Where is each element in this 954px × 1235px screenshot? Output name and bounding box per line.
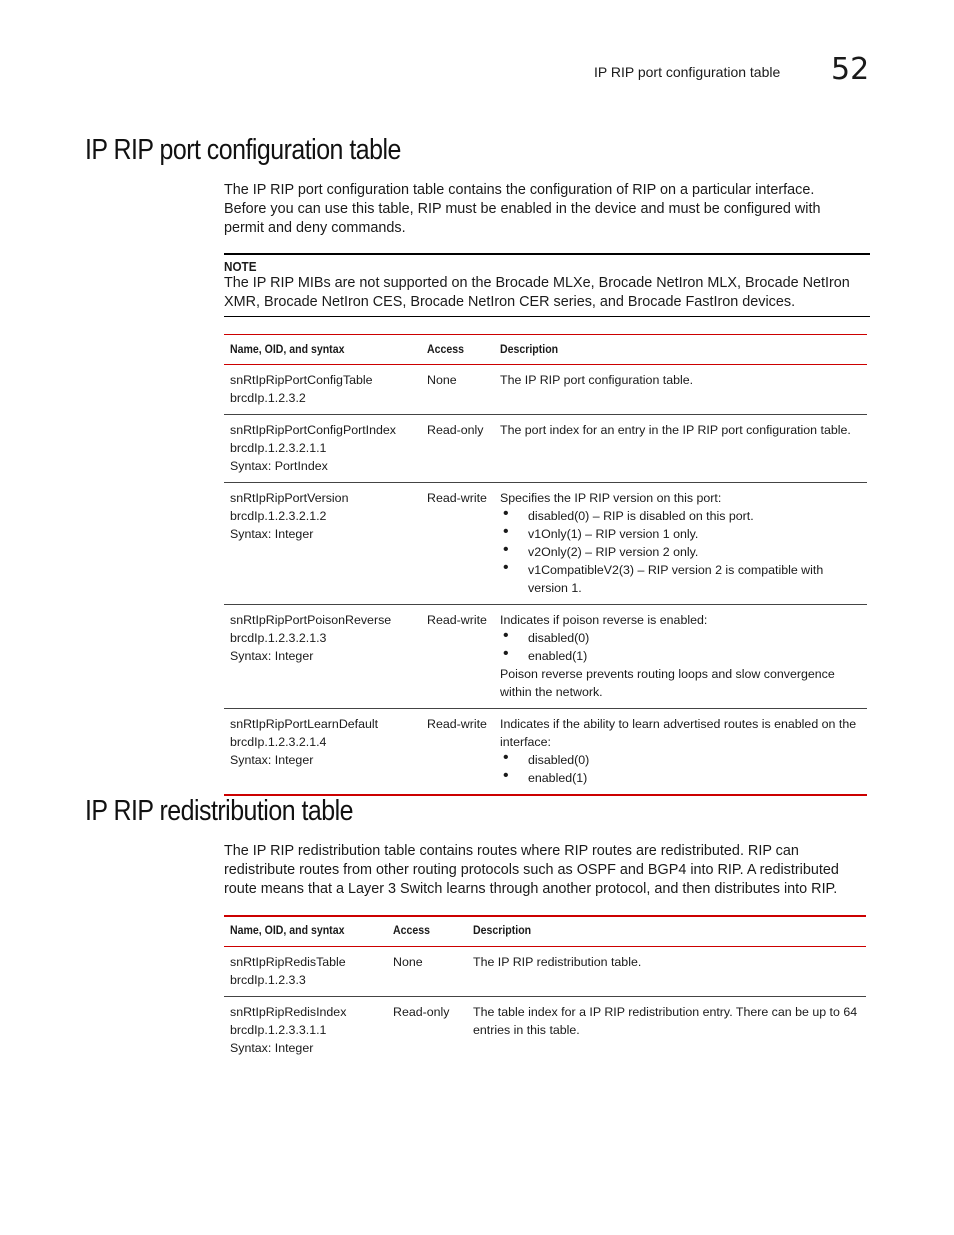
description-text: Poison reverse prevents routing loops and slow convergence within the network.	[500, 667, 835, 699]
access-cell: Read-write	[427, 717, 487, 731]
description-text: Indicates if poison reverse is enabled:	[500, 613, 708, 627]
table-row	[224, 605, 867, 709]
name-oid-cell	[224, 415, 421, 483]
bullet-item: • enabled(1)	[500, 769, 861, 787]
section-intro-port-config: The IP RIP port configuration table contains the configuration of RIP on a particular interface. Before you can use this table, RIP must be enabled in the device and must be configured with permit and deny commands.	[224, 182, 821, 236]
section-title-port-config: IP RIP port configuration table	[85, 134, 401, 166]
object-name: snRtIpRipPortConfigTable	[230, 373, 373, 387]
column-header-access: Access	[387, 916, 467, 946]
table-row	[224, 365, 867, 415]
access-cell: None	[387, 946, 467, 996]
description-text: Indicates if the ability to learn advertised routes is enabled on the interface:	[500, 717, 857, 749]
object-syntax: Syntax: PortIndex	[230, 459, 328, 473]
object-oid: brcdIp.1.2.3.3	[230, 972, 306, 987]
name-oid-cell	[224, 365, 421, 415]
object-name: snRtIpRipPortPoisonReverse	[230, 613, 392, 627]
bullet-item: • v1Only(1) – RIP version 1 only.	[500, 525, 861, 543]
note-text: The IP RIP MIBs are not supported on the Brocade MLXe, Brocade NetIron MLX, Brocade NetIron XMR, Brocade NetIron CES, Brocade NetIron CER series, and Brocade FastIron devices.	[224, 275, 850, 310]
object-name: snRtIpRipRedisIndex	[230, 1004, 347, 1019]
object-oid: brcdIp.1.2.3.2.1.1	[230, 441, 327, 455]
bullet-item: • enabled(1)	[500, 647, 861, 665]
object-name: snRtIpRipPortLearnDefault	[230, 717, 379, 731]
object-oid: brcdIp.1.2.3.2.1.3	[230, 631, 327, 645]
column-header-name: Name, OID, and syntax	[224, 335, 421, 365]
table-header-row	[224, 335, 867, 365]
port-config-table	[224, 334, 867, 796]
description-text: The table index for a IP RIP redistribution entry. There can be up to 64 entries in this table.	[473, 1004, 858, 1037]
bullet-item: • disabled(0)	[500, 629, 861, 647]
section-intro-redistribution: The IP RIP redistribution table contains routes where RIP routes are redistributed. RIP can redistribute routes from other routing protocols such as OSPF and BGP4 into RIP. A redistributed route means that a Layer 3 Switch learns through another protocol, and then distributes into RIP.	[224, 843, 839, 897]
name-oid-cell	[224, 709, 421, 796]
object-oid: brcdIp.1.2.3.3.1.1	[230, 1022, 327, 1037]
access-cell: Read-only	[393, 1004, 450, 1019]
section-title-redistribution: IP RIP redistribution table	[85, 795, 353, 827]
table-row	[224, 946, 866, 996]
description-cell	[494, 709, 867, 796]
redistribution-table	[224, 915, 866, 1064]
column-header-access: Access	[421, 335, 494, 365]
bullet-item: • v1CompatibleV2(3) – RIP version 2 is compatible with version 1.	[500, 561, 861, 597]
name-oid-cell	[224, 483, 421, 605]
object-name: snRtIpRipPortVersion	[230, 491, 349, 505]
column-header-description: Description	[467, 916, 866, 946]
description-text: The IP RIP redistribution table.	[473, 954, 642, 969]
description-cell	[467, 946, 866, 996]
object-oid: brcdIp.1.2.3.2.1.2	[230, 509, 327, 523]
table-row	[224, 483, 867, 605]
column-header-description: Description	[494, 335, 867, 365]
note-box	[224, 253, 870, 317]
object-syntax: Syntax: Integer	[230, 649, 314, 663]
object-oid: brcdIp.1.2.3.2.1.4	[230, 735, 327, 749]
table-row	[224, 709, 867, 796]
object-syntax: Syntax: Integer	[230, 753, 314, 767]
description-cell	[467, 996, 866, 1064]
object-name: snRtIpRipPortConfigPortIndex	[230, 423, 396, 437]
access-cell: Read-only	[421, 415, 494, 483]
description-text: Specifies the IP RIP version on this port:	[500, 491, 722, 505]
table-row	[224, 996, 866, 1064]
chapter-number: 52	[831, 52, 870, 87]
description-text: The IP RIP port configuration table.	[500, 373, 694, 387]
access-cell: None	[421, 365, 494, 415]
name-oid-cell	[224, 605, 421, 709]
note-label: NOTE	[224, 259, 257, 274]
object-syntax: Syntax: Integer	[230, 527, 314, 541]
table-header-row	[224, 916, 866, 946]
name-oid-cell	[224, 946, 387, 996]
description-cell	[494, 415, 867, 483]
description-cell	[494, 483, 867, 605]
object-name: snRtIpRipRedisTable	[230, 954, 346, 969]
table-row	[224, 415, 867, 483]
access-cell: Read-write	[421, 483, 494, 605]
access-cell: Read-write	[421, 605, 494, 709]
bullet-item: • v2Only(2) – RIP version 2 only.	[500, 543, 861, 561]
description-cell	[494, 605, 867, 709]
object-oid: brcdIp.1.2.3.2	[230, 391, 306, 405]
object-syntax: Syntax: Integer	[230, 1040, 314, 1055]
running-head: IP RIP port configuration table	[594, 64, 781, 80]
bullet-item: • disabled(0)	[500, 751, 861, 769]
column-header-name: Name, OID, and syntax	[224, 916, 387, 946]
description-text: The port index for an entry in the IP RIP port configuration table.	[500, 423, 851, 437]
description-cell	[494, 365, 867, 415]
name-oid-cell	[224, 996, 387, 1064]
bullet-item: • disabled(0) – RIP is disabled on this port.	[500, 507, 861, 525]
